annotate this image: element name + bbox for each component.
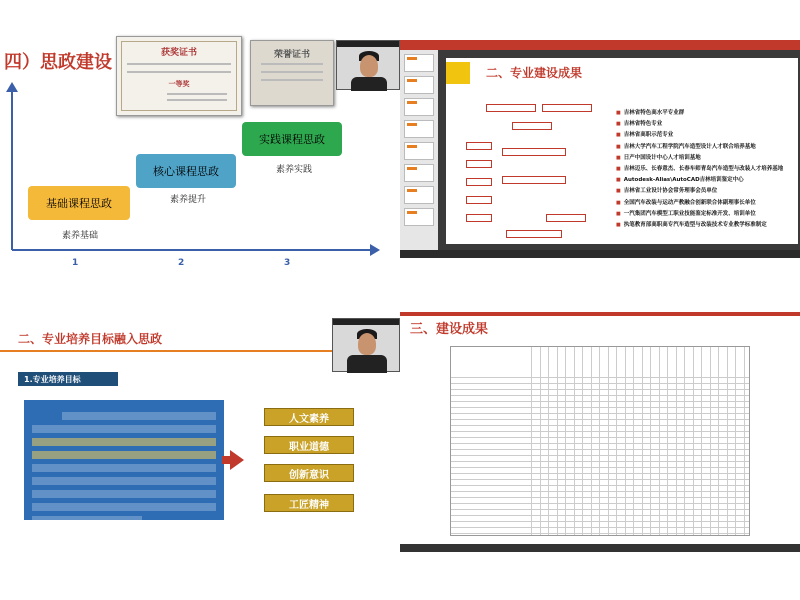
table-col-line — [548, 347, 549, 535]
table-col-line — [616, 347, 617, 535]
section-subtitle: 1.专业培养目标 — [18, 372, 118, 386]
ppt-ribbon[interactable] — [400, 40, 800, 50]
table-col-line — [693, 347, 694, 535]
table-col-line — [727, 347, 728, 535]
table-col-line — [582, 347, 583, 535]
table-row-line — [451, 467, 749, 468]
list-item: ■ 执笔教育部高职高专汽车造型与改装技术专业教学标准制定 — [616, 220, 796, 228]
flow-node — [512, 122, 552, 130]
table-col-line — [608, 347, 609, 535]
video-thumbnail[interactable] — [336, 40, 400, 90]
table-col-line — [701, 347, 702, 535]
list-item: ■ 日产中国设计中心人才培训基地 — [616, 153, 796, 161]
table-row-line — [451, 383, 749, 384]
slide-thumbnail[interactable] — [404, 98, 434, 116]
slide-title: 二、专业培养目标融入思政 — [18, 332, 163, 346]
slide-thumbnail[interactable] — [404, 76, 434, 94]
table-col-line — [591, 347, 592, 535]
table-col-line — [676, 347, 677, 535]
flow-node — [466, 160, 492, 168]
status-bar — [400, 250, 800, 258]
table-row-line — [451, 377, 749, 378]
slide-title: 三、建设成果 — [410, 322, 489, 337]
top-bar — [400, 312, 800, 316]
slide-thumbnail[interactable] — [404, 164, 434, 182]
table-row-line — [451, 515, 749, 516]
list-item: ■ Autodesk-Alias\AutoCAD吉林培训鉴定中心 — [616, 175, 796, 183]
table-row-line — [451, 527, 749, 528]
table-col-line — [744, 347, 745, 535]
table-col-line — [633, 347, 634, 535]
table-col-line — [710, 347, 711, 535]
step-box-1: 基础课程思政 — [28, 186, 130, 220]
flow-node — [466, 142, 492, 150]
award-certificate: 获奖证书 一等奖 — [116, 36, 242, 116]
slide-construction-results — [400, 312, 800, 552]
step-box-2: 核心课程思政 — [136, 154, 236, 188]
list-item: ■ 一汽集团汽车模型工职业技能鉴定标准开发、培训单位 — [616, 209, 796, 217]
table-row-line — [451, 401, 749, 402]
flow-node — [466, 178, 492, 186]
slide-sizheng — [0, 0, 400, 300]
table-row-line — [451, 521, 749, 522]
flow-node — [506, 230, 562, 238]
tick-1: 1 — [72, 258, 79, 268]
flow-node — [466, 214, 492, 222]
table-row-line — [451, 455, 749, 456]
slide-thumbnail[interactable] — [404, 186, 434, 204]
course-matrix-table — [450, 346, 750, 536]
table-row-line — [451, 437, 749, 438]
slide-thumbnail-panel[interactable] — [400, 50, 438, 250]
step-box-3: 实践课程思政 — [242, 122, 342, 156]
table-row-line — [451, 479, 749, 480]
list-item: ■ 吉林省高职示范专业 — [616, 130, 796, 138]
slide-thumbnail[interactable] — [404, 142, 434, 160]
goal-badge: 职业道德 — [264, 436, 354, 454]
table-col-line — [625, 347, 626, 535]
table-row-line — [451, 389, 749, 390]
table-col-line — [565, 347, 566, 535]
list-item: ■ 全国汽车改装与运动产教融合创新联合体副理事长单位 — [616, 198, 796, 206]
tick-2: 2 — [178, 258, 185, 268]
table-col-line — [650, 347, 651, 535]
step-caption-3: 素养实践 — [276, 165, 313, 175]
table-row-line — [451, 413, 749, 414]
list-item: ■ 吉林大学汽车工程学院汽车造型设计人才联合培养基地 — [616, 142, 796, 150]
table-col-line — [557, 347, 558, 535]
table-col-line — [599, 347, 600, 535]
list-item: ■ 吉林省工业设计协会常务理事会员单位 — [616, 186, 796, 194]
video-thumbnail[interactable] — [332, 318, 400, 372]
list-item: ■ 吉林省特色专业 — [616, 119, 796, 127]
slide-thumbnail[interactable] — [404, 208, 434, 226]
table-col-line — [667, 347, 668, 535]
table-row-line — [451, 485, 749, 486]
goal-badge: 创新意识 — [264, 464, 354, 482]
table-row-line — [451, 419, 749, 420]
flow-node — [502, 148, 566, 156]
flow-node — [542, 104, 592, 112]
tick-3: 3 — [284, 258, 291, 268]
table-col-line — [540, 347, 541, 535]
table-col-line — [642, 347, 643, 535]
table-row-line — [451, 425, 749, 426]
list-item: ■ 吉林迈乐、长春意杰、长春车师青岛汽车造型与改装人才培养基地 — [616, 164, 796, 172]
slide-title: 四）思政建设 — [4, 52, 112, 73]
table-row-line — [451, 509, 749, 510]
table-row-line — [451, 431, 749, 432]
achievement-list — [616, 108, 796, 231]
title-decoration — [446, 62, 470, 84]
table-row-line — [451, 491, 749, 492]
table-row-line — [451, 503, 749, 504]
table-col-line — [735, 347, 736, 535]
table-row-line — [451, 449, 749, 450]
table-col-line — [684, 347, 685, 535]
flow-node — [502, 176, 566, 184]
table-row-line — [451, 461, 749, 462]
table-col-line — [659, 347, 660, 535]
step-caption-1: 素养基础 — [62, 231, 99, 241]
table-row-line — [451, 533, 749, 534]
status-bar — [400, 544, 800, 552]
slide-thumbnail[interactable] — [404, 120, 434, 138]
goal-description — [24, 400, 224, 520]
table-row-line — [451, 395, 749, 396]
goal-badge: 工匠精神 — [264, 494, 354, 512]
status-bar — [0, 524, 400, 532]
table-col-line — [574, 347, 575, 535]
flow-node — [546, 214, 586, 222]
table-row-line — [451, 473, 749, 474]
table-col-line — [718, 347, 719, 535]
list-item: ■ 吉林省特色高水平专业群 — [616, 108, 796, 116]
table-col-line — [531, 347, 532, 535]
slide-title: 二、专业建设成果 — [486, 66, 583, 80]
table-row-line — [451, 497, 749, 498]
slide-thumbnail[interactable] — [404, 54, 434, 72]
honor-certificate: 荣誉证书 — [250, 40, 334, 106]
slide-professional-achievements — [446, 58, 798, 244]
goal-badge: 人文素养 — [264, 408, 354, 426]
table-row-line — [451, 443, 749, 444]
flow-node — [486, 104, 536, 112]
ppt-window — [400, 40, 800, 258]
arrow-icon — [230, 450, 244, 470]
table-row-line — [451, 407, 749, 408]
slide-training-goals — [0, 318, 400, 532]
flow-node — [466, 196, 492, 204]
step-caption-2: 素养提升 — [170, 195, 207, 205]
